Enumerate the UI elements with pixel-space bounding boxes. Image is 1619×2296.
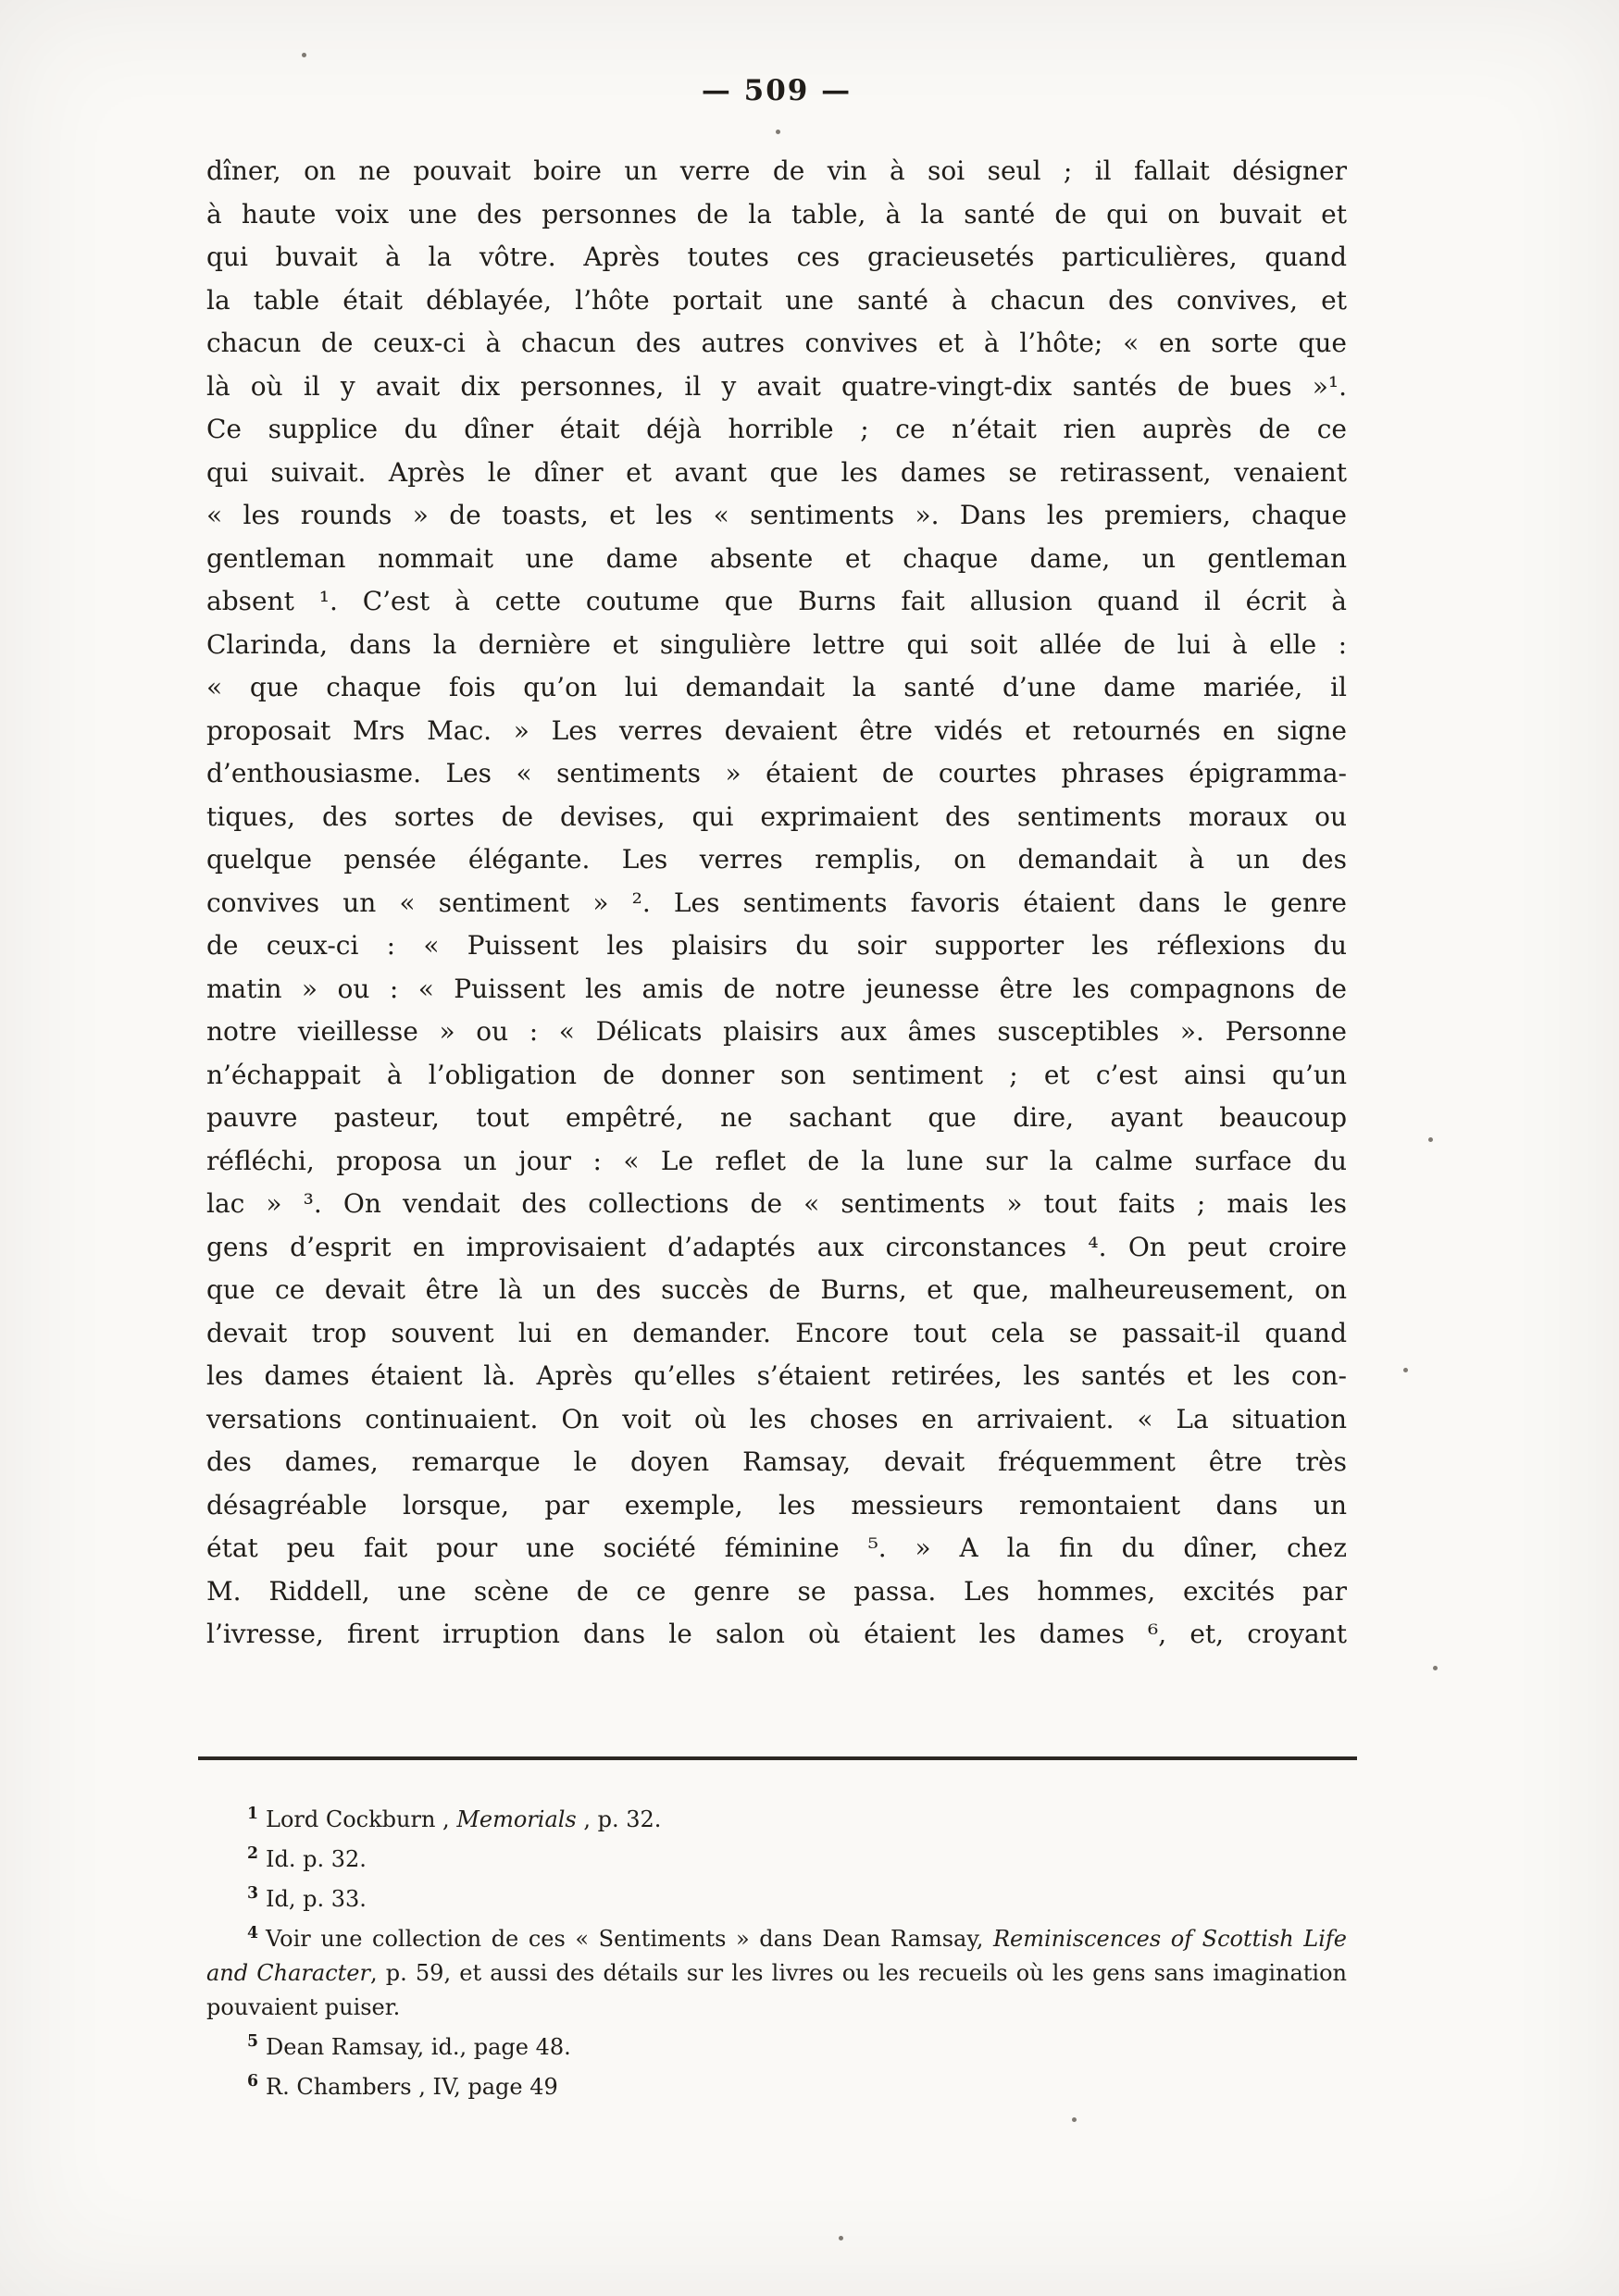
text-line: lac » ³. On vendait des collections de « sentiments » tout faits ; mais les <box>206 1188 1347 1219</box>
text-line: qui buvait à la vôtre. Après toutes ces gracieusetés particulières, quand <box>206 242 1347 272</box>
text-line: versations continuaient. On voit où les choses en arrivaient. « La situation <box>206 1403 1347 1434</box>
text-line: Clarinda, dans la dernière et singulière lettre qui soit allée de lui à elle : <box>206 628 1347 660</box>
text-line: absent ¹. C’est à cette coutume que Burns fait allusion quand il écrit à <box>206 586 1347 616</box>
text-line: quelque pensée élégante. Les verres remplis, on demandait à un des <box>206 844 1347 875</box>
footnote-marker: 3 <box>247 1884 259 1903</box>
footnote-work-title: Memorials <box>456 1806 577 1832</box>
scan-speck <box>1072 2117 1077 2122</box>
text-line: que ce devait être là un des succès de Burns, et que, malheureusement, on <box>206 1274 1347 1305</box>
scan-speck <box>839 2236 843 2240</box>
text-line: des dames, remarque le doyen Ramsay, devait fréquemment être très <box>206 1446 1347 1477</box>
footnote <box>206 1877 1347 1917</box>
text-line: qui suivait. Après le dîner et avant que les dames se retirassent, venaient <box>206 456 1347 488</box>
footnote-text: Lord Cockburn , <box>266 1806 457 1832</box>
footnote <box>206 1797 1347 1837</box>
footnote-marker: 4 <box>247 1924 259 1942</box>
text-line: gentleman nommait une dame absente et chaque dame, un gentleman <box>206 542 1347 574</box>
footnote-marker: 5 <box>247 2032 259 2051</box>
scan-speck <box>776 130 780 134</box>
text-line: n’échappait à l’obligation de donner son sentiment ; et c’est ainsi qu’un <box>206 1059 1347 1090</box>
text-line: tiques, des sortes de devises, qui exprimaient des sentiments moraux ou <box>206 800 1347 832</box>
text-line: l’ivresse, firent irruption dans le salon où étaient les dames ⁶, et, croyant <box>206 1619 1347 1649</box>
text-line: désagréable lorsque, par exemple, les messieurs remontaient dans un <box>206 1489 1347 1520</box>
text-line: pauvre pasteur, tout empêtré, ne sachant que dire, ayant beaucoup <box>206 1102 1347 1133</box>
text-line: réfléchi, proposa un jour : « Le reflet de la lune sur la calme surface du <box>206 1145 1347 1176</box>
footnote-text: , p. 59, et aussi des détails sur les livres ou les recueils où les gens sans imagination pouvaient puiser. <box>206 1960 1347 2020</box>
footnote-text: Id. p. 32. <box>266 1846 367 1872</box>
text-line: « les rounds » de toasts, et les « sentiments ». Dans les premiers, chaque <box>206 500 1347 530</box>
text-line: matin » ou : « Puissent les amis de notre jeunesse être les compagnons de <box>206 973 1347 1004</box>
footnote <box>206 2025 1347 2065</box>
text-line: état peu fait pour une société féminine ⁵. » A la fin du dîner, chez <box>206 1533 1347 1563</box>
text-line: M. Riddell, une scène de ce genre se passa. Les hommes, excités par <box>206 1575 1347 1607</box>
text-line: d’enthousiasme. Les « sentiments » étaient de courtes phrases épigramma- <box>206 758 1347 788</box>
footnotes-section <box>206 1797 1347 2104</box>
footnote <box>206 1917 1347 2025</box>
footnote <box>206 1837 1347 1877</box>
footnote-text: Id, p. 33. <box>266 1886 367 1912</box>
footnote-text: R. Chambers , IV, page 49 <box>266 2074 558 2100</box>
footnote-separator <box>198 1756 1357 1760</box>
text-line: chacun de ceux-ci à chacun des autres convives et à l’hôte; « en sorte que <box>206 328 1347 358</box>
page-number: — 509 — <box>701 74 853 107</box>
text-line: notre vieillesse » ou : « Délicats plaisirs aux âmes susceptibles ». Personne <box>206 1016 1347 1047</box>
text-line: Ce supplice du dîner était déjà horrible ; ce n’était rien auprès de ce <box>206 414 1347 444</box>
text-line: à haute voix une des personnes de la table, à la santé de qui on buvait et <box>206 198 1347 230</box>
text-line: proposait Mrs Mac. » Les verres devaient être vidés et retournés en signe <box>206 714 1347 746</box>
footnote-text: Dean Ramsay, id., page 48. <box>266 2034 571 2060</box>
footnote-marker: 6 <box>247 2072 259 2091</box>
footnote-marker: 1 <box>247 1805 259 1823</box>
footnote <box>206 2065 1347 2104</box>
text-line: convives un « sentiment » ². Les sentiments favoris étaient dans le genre <box>206 887 1347 918</box>
text-line: la table était déblayée, l’hôte portait une santé à chacun des convives, et <box>206 284 1347 316</box>
text-line: les dames étaient là. Après qu’elles s’étaient retirées, les santés et les con- <box>206 1360 1347 1391</box>
footnote-marker: 2 <box>247 1844 259 1863</box>
text-line: dîner, on ne pouvait boire un verre de vin à soi seul ; il fallait désigner <box>206 155 1347 186</box>
footnote-text: Voir une collection de ces « Sentiments » dans Dean Ramsay, <box>266 1926 993 1952</box>
text-line: de ceux-ci : « Puissent les plaisirs du soir supporter les réflexions du <box>206 930 1347 961</box>
scan-speck <box>1428 1137 1433 1142</box>
body-text <box>206 150 1347 1657</box>
text-line: « que chaque fois qu’on lui demandait la santé d’une dame mariée, il <box>206 672 1347 702</box>
text-line: devait trop souvent lui en demander. Encore tout cela se passait-il quand <box>206 1317 1347 1348</box>
text-line: là où il y avait dix personnes, il y avait quatre-vingt-dix santés de bues »¹. <box>206 370 1347 402</box>
scan-speck <box>1403 1368 1408 1372</box>
footnote-work-title: Reminiscences of Scottish Life and Character <box>206 1926 1347 1986</box>
scan-speck <box>1433 1666 1438 1670</box>
text-line: gens d’esprit en improvisaient d’adaptés aux circonstances ⁴. On peut croire <box>206 1231 1347 1262</box>
scan-speck <box>302 53 306 57</box>
footnote-text: , p. 32. <box>576 1806 662 1832</box>
